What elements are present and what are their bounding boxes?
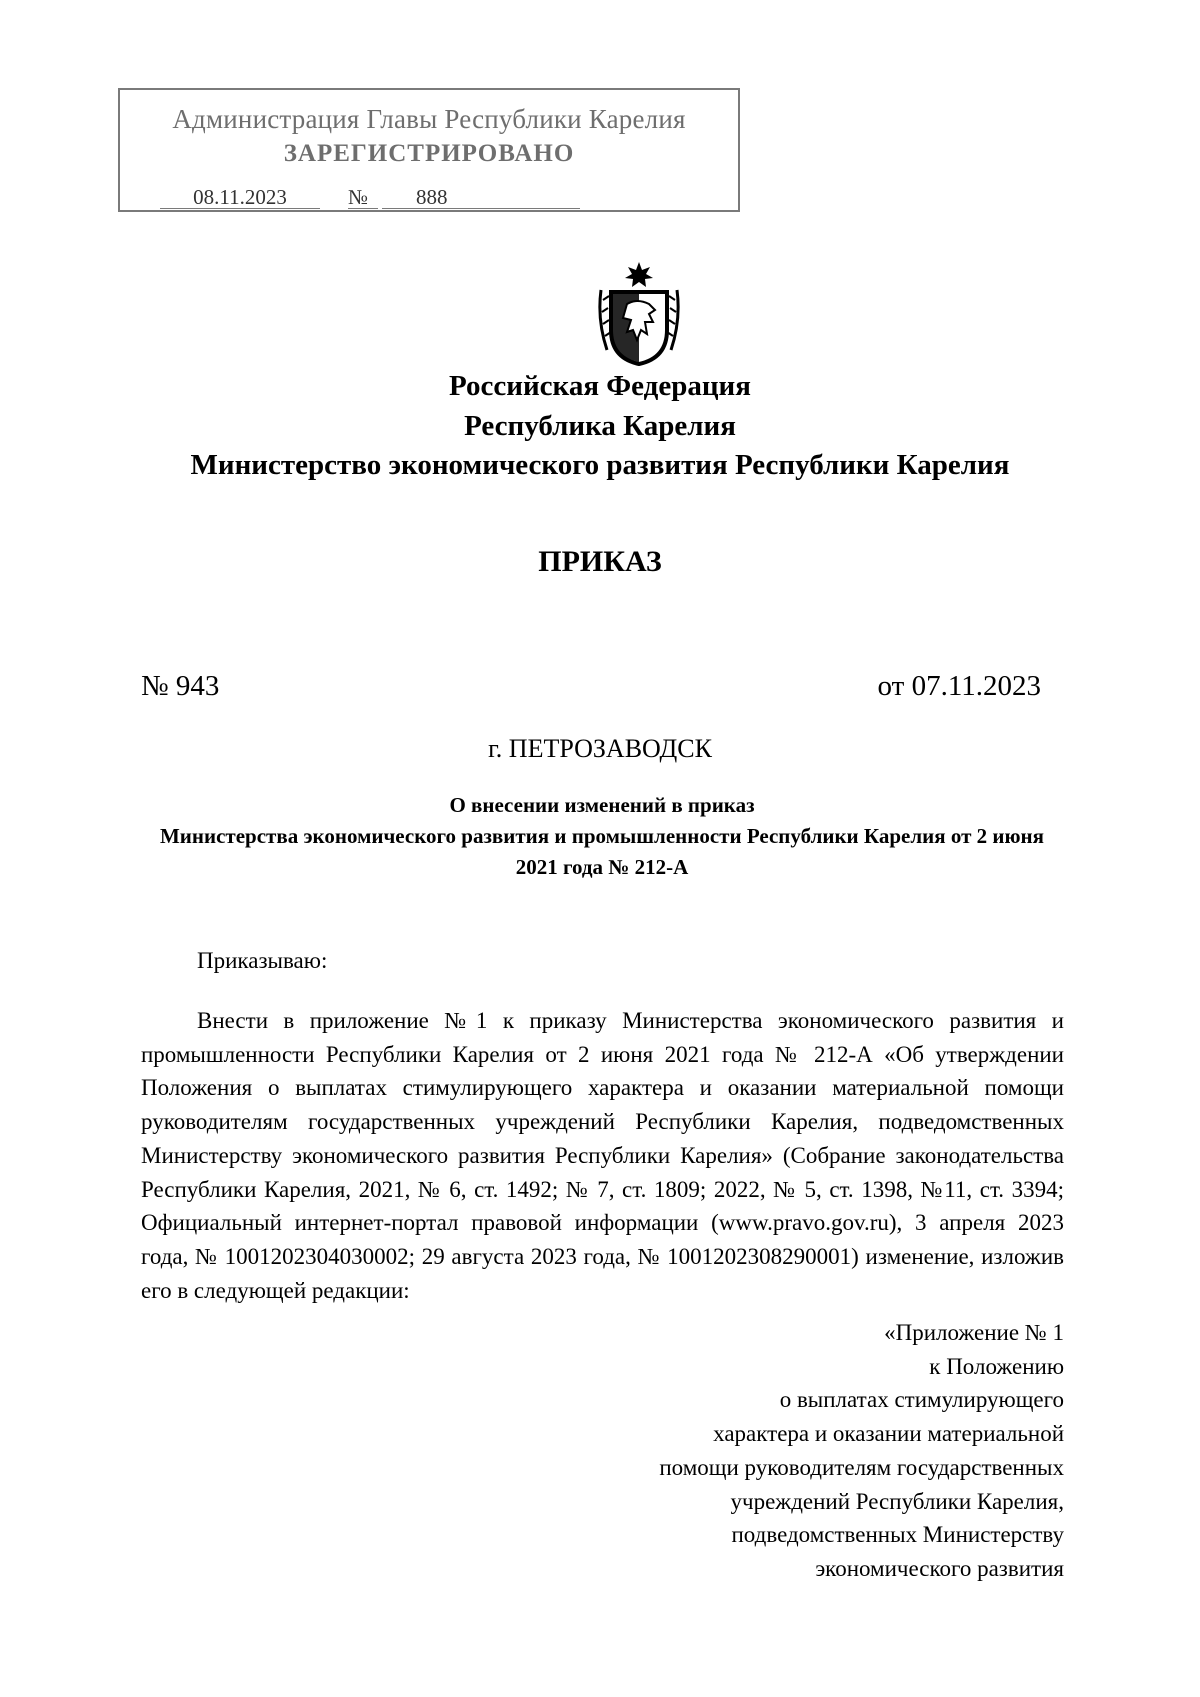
appendix-line: учреждений Республики Карелия,: [730, 1488, 1064, 1514]
appendix-line: характера и оказании материальной: [713, 1421, 1064, 1447]
appendix-line: подведомственных Министерству: [731, 1522, 1064, 1548]
stamp-date: 08.11.2023: [160, 186, 320, 209]
stamp-number-sign: №: [348, 186, 378, 209]
stamp-organization: Администрация Главы Республики Карелия: [172, 104, 686, 134]
order-word: Приказываю:: [197, 948, 328, 973]
header-line-ministry: Министерство экономического развития Республики Карелия: [190, 449, 1010, 481]
body-paragraph: Внести в приложение №1 к приказу Министерства экономического развития и промышленности Республики Карелия от 2 июня 2021 года № 212-А «Об утверждении Положения о выплатах стимулирующего характера и оказании материальной помощи руководителям государственных учреждений Республики Карелия, подведомственных Министерству экономического развития Республики Карелия» (Собрание законодательства Республики Карелия, 2021, № 6, ст. 1492; № 7, ст. 1809; 2022, № 5, ст. 1398, №11, ст. 3394; Официальный интернет-портал правовой информации (www.pravo.gov.ru), 3 апреля 2023 года, № 1001202304030002; 29 августа 2023 года, № 1001202308290001) изменение, изложив его в следующей редакции:: [141, 1008, 1064, 1303]
registration-stamp: [118, 88, 740, 212]
appendix-line: помощи руководителям государственных: [659, 1454, 1064, 1480]
stamp-number: 888: [382, 186, 580, 209]
stamp-status: ЗАРЕГИСТРИРОВАНО: [283, 140, 575, 167]
document-type: ПРИКАЗ: [538, 545, 662, 578]
karelia-coat-of-arms-icon: [597, 260, 681, 368]
appendix-line: о выплатах стимулирующего: [779, 1387, 1064, 1413]
title-line2: Министерства экономического развития и промышленности Республики Карелия от 2 июня 2021 года № 212-А: [159, 824, 1044, 879]
appendix-line: «Приложение № 1: [884, 1320, 1064, 1345]
title-line1: О внесении изменений в приказ: [449, 793, 755, 817]
appendix-line: к Положению: [929, 1353, 1064, 1379]
order-date: от 07.11.2023: [877, 670, 1041, 702]
header-line-russia: Российская Федерация: [449, 370, 751, 402]
appendix-line: экономического развития: [815, 1555, 1064, 1581]
header-line-republic: Республика Карелия: [464, 410, 736, 442]
document-title: [140, 790, 1064, 883]
appendix-heading: [464, 1316, 1064, 1586]
order-number: № 943: [141, 670, 220, 702]
city: г. ПЕТРОЗАВОДСК: [488, 734, 712, 763]
